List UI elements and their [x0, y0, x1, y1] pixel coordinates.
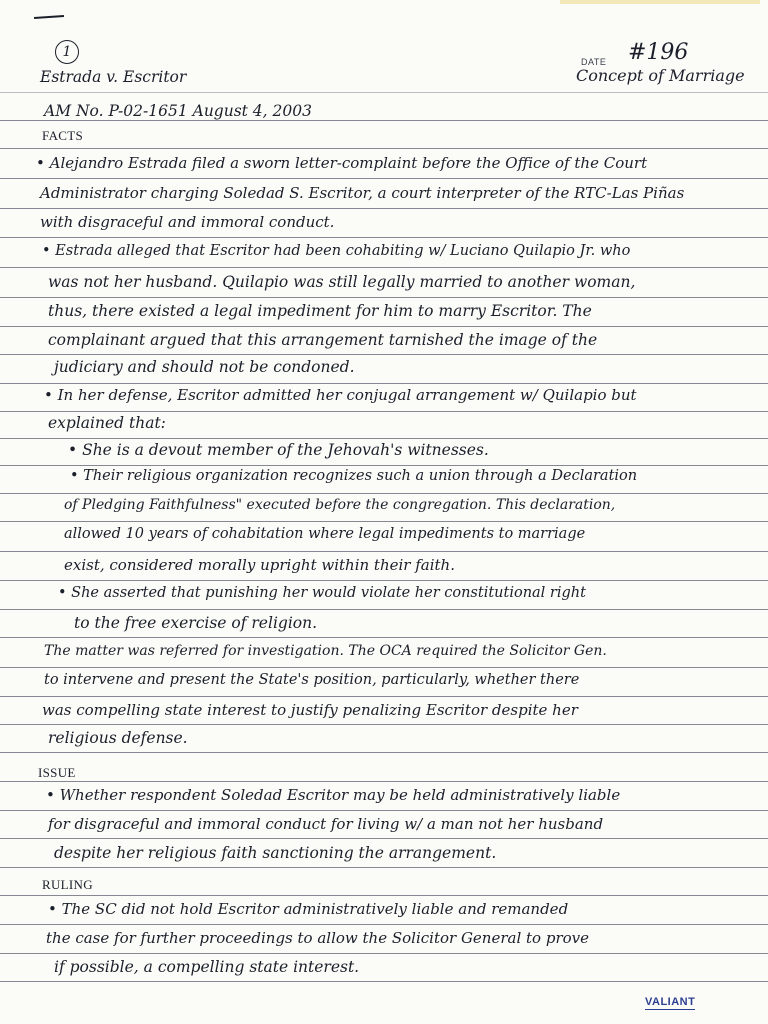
note-number: 1	[55, 40, 79, 64]
facts-line: • She asserted that punishing her would violate her constitutional right	[58, 585, 586, 601]
topic-title: Concept of Marriage	[576, 66, 745, 85]
pen-mark	[34, 15, 64, 19]
case-citation: AM No. P-02-1651 August 4, 2003	[44, 102, 312, 120]
facts-line: explained that:	[48, 414, 166, 432]
facts-line: was compelling state interest to justify penalizing Escritor despite her	[42, 701, 578, 719]
notebook-brand: VALIANT	[645, 996, 696, 1008]
facts-line: • Estrada alleged that Escritor had been cohabiting w/ Luciano Quilapio Jr. who	[42, 243, 631, 259]
ruling-line: • The SC did not hold Escritor administratively liable and remanded	[48, 900, 569, 918]
ruling-line: if possible, a compelling state interest.	[54, 958, 360, 976]
issue-line: for disgraceful and immoral conduct for living w/ a man not her husband	[48, 815, 604, 833]
facts-line: exist, considered morally upright within their faith.	[64, 556, 455, 574]
facts-line: was not her husband. Quilapio was still legally married to another woman,	[48, 273, 636, 291]
facts-line: to intervene and present the State's position, particularly, whether there	[44, 672, 580, 688]
facts-line: • In her defense, Escritor admitted her conjugal arrangement w/ Quilapio but	[44, 386, 637, 404]
date-label: DATE	[581, 57, 607, 67]
page-edge-tab	[560, 0, 760, 4]
facts-line: judiciary and should not be condoned.	[54, 358, 355, 376]
facts-line: • Alejandro Estrada filed a sworn letter-complaint before the Office of the Court	[36, 154, 648, 172]
case-title: Estrada v. Escritor	[40, 68, 187, 86]
facts-line: • She is a devout member of the Jehovah's witnesses.	[68, 441, 489, 459]
facts-line: of Pledging Faithfulness" executed before the congregation. This declaration,	[64, 497, 616, 513]
facts-line: complainant argued that this arrangement tarnished the image of the	[48, 331, 598, 349]
facts-line: allowed 10 years of cohabitation where legal impediments to marriage	[64, 526, 586, 542]
facts-line: The matter was referred for investigation. The OCA required the Solicitor Gen.	[44, 643, 607, 659]
facts-line: Administrator charging Soledad S. Escritor, a court interpreter of the RTC-Las Piñas	[40, 184, 685, 202]
facts-line: with disgraceful and immoral conduct.	[40, 213, 335, 231]
facts-heading: FACTS	[42, 128, 83, 143]
facts-line: to the free exercise of religion.	[74, 614, 318, 632]
ruling-line: the case for further proceedings to allow the Solicitor General to prove	[46, 929, 590, 947]
facts-line: religious defense.	[48, 729, 188, 747]
issue-heading: ISSUE	[38, 765, 76, 780]
facts-line: • Their religious organization recognizes such a union through a Declaration	[70, 468, 638, 484]
case-number: #196	[628, 40, 689, 65]
issue-line: • Whether respondent Soledad Escritor may be held administratively liable	[46, 786, 621, 804]
ruling-heading: RULING	[42, 877, 93, 892]
facts-line: thus, there existed a legal impediment for him to marry Escritor. The	[48, 302, 592, 320]
issue-line: despite her religious faith sanctioning the arrangement.	[54, 844, 497, 862]
